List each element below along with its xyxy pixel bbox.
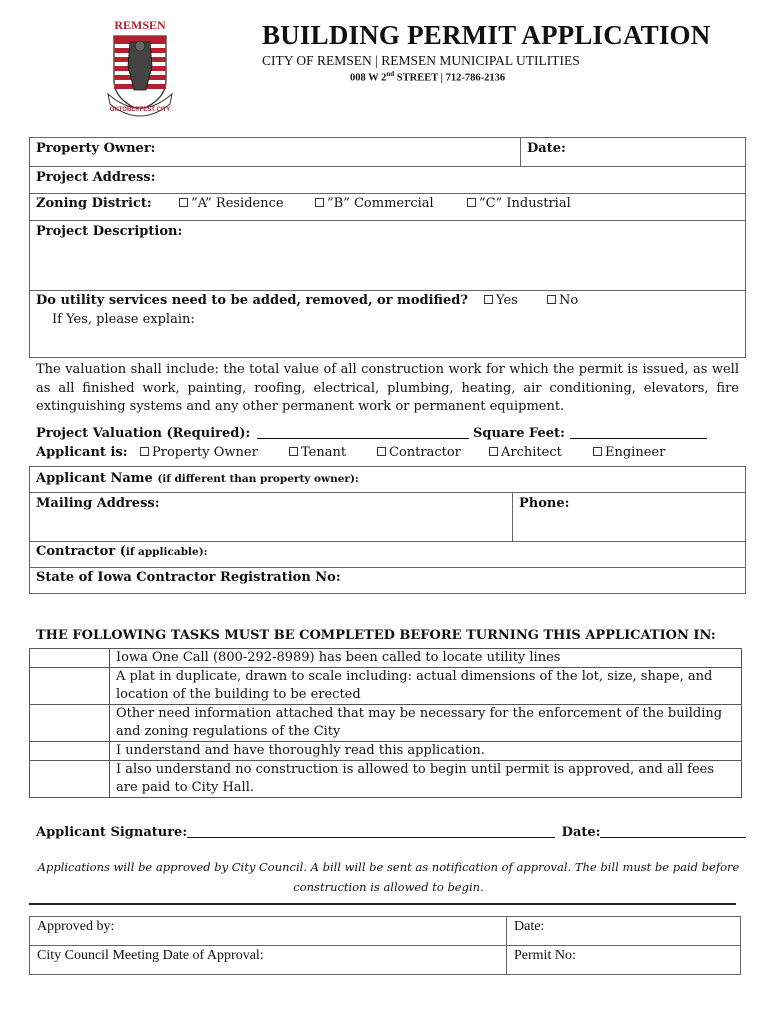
checkbox[interactable] — [467, 198, 476, 207]
project-description-row[interactable] — [29, 220, 746, 291]
logo-text: REMSEN — [114, 18, 166, 32]
square-feet-field[interactable] — [570, 426, 707, 439]
applicant-option-owner[interactable]: Property Owner — [140, 445, 258, 460]
applicant-name-row[interactable] — [29, 466, 746, 493]
checkbox[interactable] — [484, 295, 493, 304]
task-row — [30, 742, 742, 761]
utility-yes-option[interactable]: Yes — [484, 293, 518, 308]
task-row — [30, 761, 742, 798]
task-text: Other need information attached that may be necessary for the enforcement of the building and zoning regulations of the City — [110, 705, 742, 742]
task-check-cell[interactable] — [30, 761, 110, 798]
valuation-paragraph: The valuation shall include: the total value of all construction work for which the permit is issued, as well as all finished work, painting, roofing, electrical, plumbing, heating, air conditioning, elevators, fire extinguishing systems and any other permanent work or permanent equipment. — [36, 362, 739, 414]
checkbox[interactable] — [593, 447, 602, 456]
tasks-table — [29, 648, 742, 798]
square-feet-label: Square Feet: — [473, 426, 565, 441]
applicant-option-tenant[interactable]: Tenant — [289, 445, 346, 460]
mailing-address-label: Mailing Address: — [36, 496, 160, 511]
task-check-cell[interactable] — [30, 742, 110, 761]
contractor-label: Contractor (if applicable): — [36, 544, 208, 559]
property-owner-label: Property Owner: — [36, 141, 156, 156]
header-address — [350, 70, 505, 84]
checkbox[interactable] — [179, 198, 188, 207]
permit-no-cell[interactable]: Permit No: — [507, 946, 741, 975]
applicant-is-label: Applicant is: — [36, 445, 128, 460]
zoning-district-row — [29, 193, 746, 221]
divider-rule — [29, 903, 736, 905]
explain-label: If Yes, please explain: — [52, 312, 195, 327]
mailing-address-row[interactable] — [29, 492, 746, 542]
applicant-option-engineer[interactable]: Engineer — [593, 445, 665, 460]
checkbox[interactable] — [140, 447, 149, 456]
signature-field[interactable] — [187, 825, 555, 838]
approval-table — [29, 916, 741, 975]
task-row — [30, 649, 742, 668]
project-address-label: Project Address: — [36, 170, 156, 185]
project-description-label: Project Description: — [36, 224, 183, 239]
divider — [512, 493, 513, 541]
checkbox[interactable] — [315, 198, 324, 207]
checkbox[interactable] — [489, 447, 498, 456]
approval-row — [30, 946, 741, 975]
logo-banner: OKTOBERFEST CITY — [109, 107, 171, 113]
date-label: Date: — [527, 141, 566, 156]
zoning-option-b[interactable]: ”B” Commercial — [315, 196, 434, 211]
address-part: STREET | 712-786-2136 — [394, 72, 506, 84]
utility-no-option[interactable]: No — [547, 293, 578, 308]
zoning-option-a[interactable]: ”A” Residence — [179, 196, 284, 211]
applicant-name-label: Applicant Name (if different than property owner): — [36, 471, 359, 486]
contractor-row[interactable] — [29, 541, 746, 568]
approval-note: Applications will be approved by City Council. A bill will be sent as notification of approval. The bill must be paid before construction is allowed to begin. — [37, 860, 740, 894]
zoning-district-label: Zoning District: — [36, 196, 152, 211]
task-row — [30, 668, 742, 705]
utility-services-row[interactable] — [29, 290, 746, 358]
task-text: Iowa One Call (800-292-8989) has been called to locate utility lines — [110, 649, 742, 668]
signature-date-label: Date: — [561, 825, 601, 840]
square-feet-line — [473, 426, 707, 441]
tasks-heading: THE FOLLOWING TASKS MUST BE COMPLETED BEFORE TURNING THIS APPLICATION IN: — [36, 628, 716, 643]
checkbox[interactable] — [547, 295, 556, 304]
approval-date-cell[interactable]: Date: — [507, 917, 741, 946]
address-sup: nd — [386, 70, 395, 78]
page-subtitle: CITY OF REMSEN | REMSEN MUNICIPAL UTILITIES — [262, 53, 580, 68]
project-valuation-label: Project Valuation (Required): — [36, 426, 251, 441]
registration-label: State of Iowa Contractor Registration No: — [36, 570, 341, 585]
signature-date-field[interactable] — [600, 825, 746, 838]
phone-label: Phone: — [519, 496, 570, 511]
task-row — [30, 705, 742, 742]
utility-question: Do utility services need to be added, removed, or modified? — [36, 293, 468, 308]
applicant-option-contractor[interactable]: Contractor — [377, 445, 461, 460]
property-owner-row[interactable] — [29, 137, 746, 167]
signature-label: Applicant Signature: — [36, 825, 188, 840]
checkbox[interactable] — [377, 447, 386, 456]
approved-by-cell[interactable]: Approved by: — [30, 917, 507, 946]
divider — [520, 138, 521, 166]
page-title: BUILDING PERMIT APPLICATION — [262, 20, 711, 50]
project-address-row[interactable] — [29, 166, 746, 194]
zoning-option-c[interactable]: ”C” Industrial — [467, 196, 571, 211]
signature-line — [36, 825, 746, 840]
project-valuation-line — [36, 426, 469, 441]
checkbox[interactable] — [289, 447, 298, 456]
task-text: I also understand no construction is allowed to begin until permit is approved, and all fees are paid to City Hall. — [110, 761, 742, 798]
registration-row[interactable] — [29, 567, 746, 594]
remsen-logo — [100, 18, 180, 122]
task-check-cell[interactable] — [30, 668, 110, 705]
task-check-cell[interactable] — [30, 705, 110, 742]
approval-row — [30, 917, 741, 946]
task-text: I understand and have thoroughly read this application. — [110, 742, 742, 761]
project-valuation-field[interactable] — [257, 426, 469, 439]
task-text: A plat in duplicate, drawn to scale including: actual dimensions of the lot, size, shape, and location of the building to be erected — [110, 668, 742, 705]
task-check-cell[interactable] — [30, 649, 110, 668]
address-part: 008 W 2 — [350, 72, 387, 84]
meeting-date-cell[interactable]: City Council Meeting Date of Approval: — [30, 946, 507, 975]
applicant-option-architect[interactable]: Architect — [489, 445, 562, 460]
